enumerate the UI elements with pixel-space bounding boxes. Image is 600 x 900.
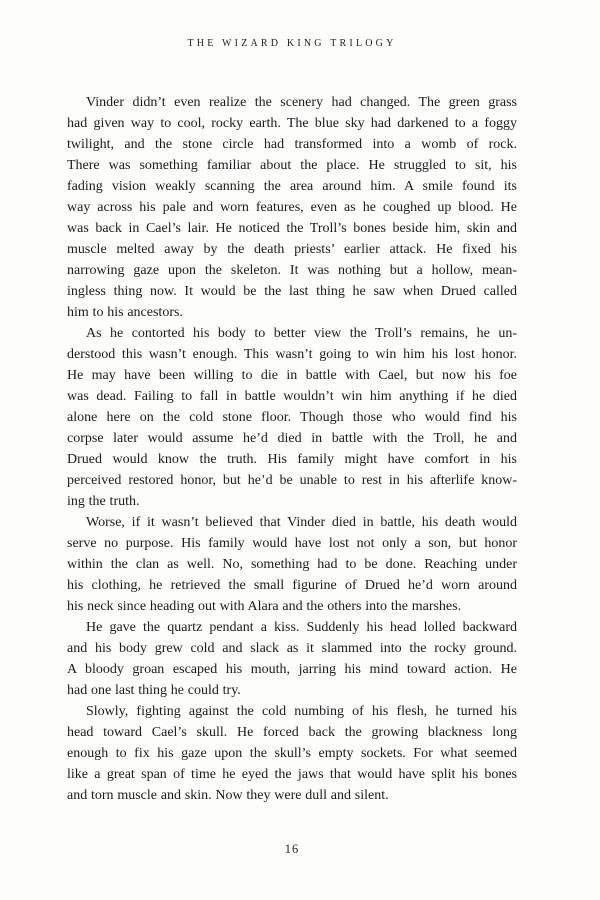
text-line: ing the truth. [67,494,140,509]
text-line: twilight, and the stone circle had transformed into a womb of rock. [67,137,517,152]
text-line: had one last thing he could try. [67,683,241,698]
text-line: his neck since heading out with Alara and the others into the marshes. [67,599,462,614]
text-line: his clothing, he retrieved the small figurine of Drued he’d worn around [67,578,517,593]
text-line: way across his pale and worn features, even as he coughed up blood. He [67,200,517,215]
text-line: alone here on the cold stone floor. Though those who would find his [67,410,517,425]
text-line: enough to fix his gaze upon the skull’s empty sockets. For what seemed [67,746,517,761]
page-body-text [67,92,517,806]
text-line: muscle melted away by the death priests’ earlier attack. He fixed his [67,242,517,257]
text-line: had given way to cool, rocky earth. The blue sky had darkened to a foggy [67,116,517,131]
text-line: was dead. Failing to fall in battle wouldn’t win him anything if he died [67,389,517,404]
text-line: fading vision weakly scanning the area around him. A smile found its [67,179,517,194]
text-line: perceived restored honor, but he’d be unable to rest in his afterlife know- [67,473,517,488]
text-line: and torn muscle and skin. Now they were dull and silent. [67,788,389,803]
text-line: A bloody groan escaped his mouth, jarring his mind toward action. He [67,662,517,677]
text-line: narrowing gaze upon the skeleton. It was nothing but a hollow, mean- [67,263,517,278]
paragraph [67,512,517,617]
text-line: Drued would know the truth. His family might have comfort in his [67,452,517,467]
text-line: corpse later would assume he’d died in battle with the Troll, he and [67,431,517,446]
text-line: Vinder didn’t even realize the scenery had changed. The green grass [86,95,517,110]
text-line: Slowly, fighting against the cold numbing of his flesh, he turned his [86,704,517,719]
paragraph [67,617,517,701]
paragraph [67,323,517,512]
paragraph [67,701,517,806]
running-header: THE WIZARD KING TRILOGY [187,38,397,49]
text-line: serve no purpose. His family would have lost not only a son, but honor [67,536,517,551]
text-line: like a great span of time he eyed the jaws that would have split his bones [67,767,517,782]
text-line: Worse, if it wasn’t believed that Vinder died in battle, his death would [86,515,517,530]
text-line: him to his ancestors. [67,305,183,320]
paragraph [67,92,517,323]
text-line: head toward Cael’s skull. He forced back the growing blackness long [67,725,517,740]
text-line: As he contorted his body to better view the Troll’s remains, he un- [86,326,517,341]
text-line: There was something familiar about the place. He struggled to sit, his [67,158,517,173]
text-line: was back in Cael’s lair. He noticed the Troll’s bones beside him, skin and [67,221,517,236]
text-line: ingless thing now. It would be the last thing he saw when Drued called [67,284,517,299]
text-line: He may have been willing to die in battle with Cael, but now his foe [67,368,517,383]
text-line: He gave the quartz pendant a kiss. Suddenly his head lolled backward [86,620,517,635]
text-line: and his body grew cold and slack as it slammed into the rocky ground. [67,641,517,656]
page-number: 16 [284,842,300,856]
text-line: within the clan as well. No, something had to be done. Reaching under [67,557,517,572]
text-line: derstood this wasn’t enough. This wasn’t going to win him his lost honor. [67,347,517,362]
